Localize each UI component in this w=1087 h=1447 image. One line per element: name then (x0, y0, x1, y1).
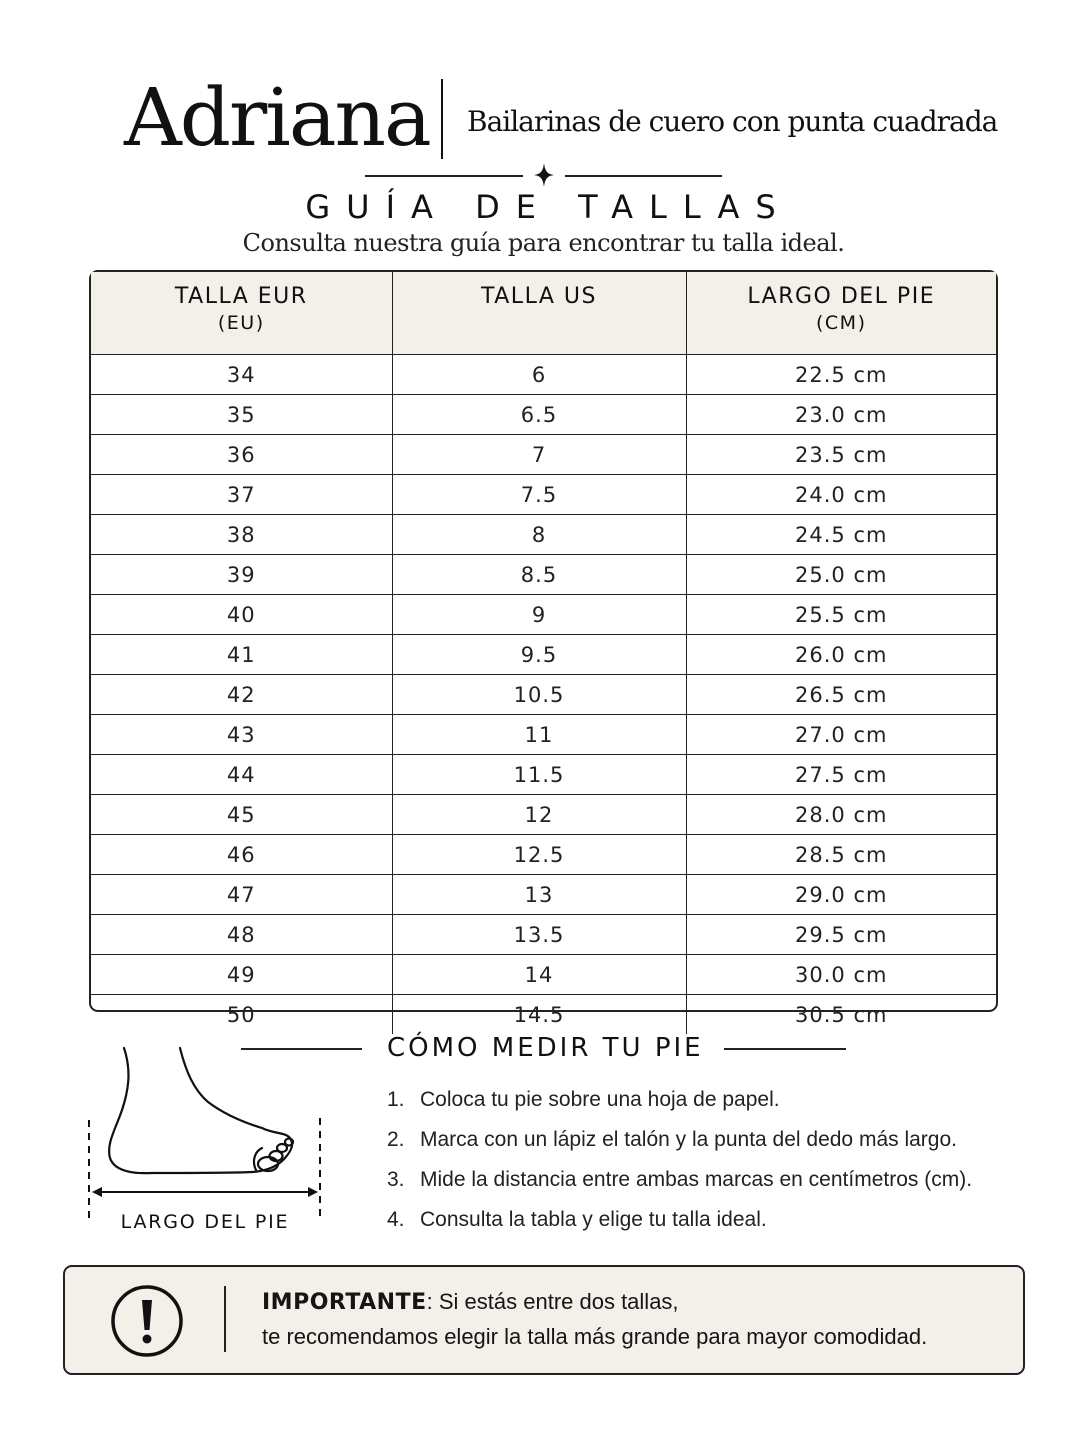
important-line-1: : Si estás entre dos tallas, (426, 1289, 679, 1314)
table-cell: 28.0 cm (686, 795, 996, 835)
measure-line-left (241, 1048, 362, 1050)
table-cell: 36 (91, 435, 392, 475)
table-row (91, 995, 996, 1035)
column-header (392, 272, 686, 355)
important-divider (224, 1286, 226, 1352)
column-header-label: TALLA EUR (174, 284, 308, 309)
column-header-label: TALLA US (481, 284, 597, 309)
table-cell: 25.5 cm (686, 595, 996, 635)
table-cell: 11 (392, 715, 686, 755)
ornament-line-left (365, 175, 523, 177)
table-cell: 25.0 cm (686, 555, 996, 595)
table-cell: 14.5 (392, 995, 686, 1035)
table-cell: 35 (91, 395, 392, 435)
table-cell: 8.5 (392, 555, 686, 595)
measure-step (387, 1080, 1067, 1120)
table-cell: 39 (91, 555, 392, 595)
table-cell: 24.5 cm (686, 515, 996, 555)
table-cell: 42 (91, 675, 392, 715)
column-header (91, 272, 392, 355)
table-row (91, 515, 996, 555)
table-row (91, 475, 996, 515)
table-cell: 26.0 cm (686, 635, 996, 675)
table-body (91, 355, 996, 1035)
table-cell: 38 (91, 515, 392, 555)
table-row (91, 675, 996, 715)
table-row (91, 355, 996, 395)
table-cell: 22.5 cm (686, 355, 996, 395)
table-cell: 11.5 (392, 755, 686, 795)
table-row (91, 395, 996, 435)
table-cell: 45 (91, 795, 392, 835)
table-cell: 29.0 cm (686, 875, 996, 915)
step-text: Marca con un lápiz el talón y la punta del dedo más largo. (420, 1128, 957, 1151)
sparkle-icon (532, 161, 556, 189)
measure-title: CÓMO MEDIR TU PIE (387, 1033, 704, 1063)
step-text: Coloca tu pie sobre una hoja de papel. (420, 1088, 780, 1111)
table-row (91, 875, 996, 915)
table-cell: 13.5 (392, 915, 686, 955)
table-cell: 30.0 cm (686, 955, 996, 995)
step-number: 4. (387, 1208, 405, 1231)
brand-name: Adriana (124, 71, 430, 164)
column-header-label: LARGO DEL PIE (747, 284, 936, 309)
table-row (91, 555, 996, 595)
table-cell: 46 (91, 835, 392, 875)
table-cell: 12 (392, 795, 686, 835)
table-cell: 7 (392, 435, 686, 475)
table-cell: 29.5 cm (686, 915, 996, 955)
table-cell: 34 (91, 355, 392, 395)
table-cell: 13 (392, 875, 686, 915)
size-guide-subtitle: Consulta nuestra guía para encontrar tu talla ideal. (242, 229, 845, 257)
table-cell: 41 (91, 635, 392, 675)
important-label: IMPORTANTE (262, 1290, 427, 1315)
step-text: Mide la distancia entre ambas marcas en centímetros (cm). (420, 1168, 973, 1191)
table-cell: 48 (91, 915, 392, 955)
step-number: 3. (387, 1168, 405, 1191)
table-cell: 23.0 cm (686, 395, 996, 435)
table-cell: 47 (91, 875, 392, 915)
table-cell: 24.0 cm (686, 475, 996, 515)
table-cell: 7.5 (392, 475, 686, 515)
table-cell: 43 (91, 715, 392, 755)
step-text: Consulta la tabla y elige tu talla ideal. (420, 1208, 767, 1231)
table-row (91, 635, 996, 675)
table-header-row (91, 272, 996, 355)
table-row (91, 435, 996, 475)
foot-length-label: LARGO DEL PIE (120, 1211, 290, 1233)
measure-line-right (724, 1048, 846, 1050)
table-cell: 9.5 (392, 635, 686, 675)
column-header-unit: (EU) (217, 312, 265, 334)
table-cell: 30.5 cm (686, 995, 996, 1035)
measure-steps (387, 1080, 1067, 1240)
table-cell: 40 (91, 595, 392, 635)
step-number: 2. (387, 1128, 405, 1151)
table-row (91, 755, 996, 795)
ornament-line-right (565, 175, 722, 177)
table-cell: 27.5 cm (686, 755, 996, 795)
table-cell: 26.5 cm (686, 675, 996, 715)
table-cell: 9 (392, 595, 686, 635)
table-cell: 44 (91, 755, 392, 795)
column-header (686, 272, 996, 355)
table-cell: 14 (392, 955, 686, 995)
table-cell: 50 (91, 995, 392, 1035)
table-cell: 37 (91, 475, 392, 515)
table-cell: 27.0 cm (686, 715, 996, 755)
table-row (91, 595, 996, 635)
table-cell: 6 (392, 355, 686, 395)
table-cell: 23.5 cm (686, 435, 996, 475)
size-table (89, 270, 998, 1027)
table-row (91, 955, 996, 995)
important-line-2: te recomendamos elegir la talla más grande para mayor comodidad. (262, 1324, 928, 1349)
table-row (91, 915, 996, 955)
table-cell: 10.5 (392, 675, 686, 715)
table-cell: 8 (392, 515, 686, 555)
measure-step (387, 1160, 1067, 1200)
table-cell: 6.5 (392, 395, 686, 435)
table-row (91, 715, 996, 755)
table-cell: 49 (91, 955, 392, 995)
size-guide-title: GUÍA DE TALLAS (305, 188, 792, 226)
exclamation-circle-icon (110, 1284, 184, 1358)
important-text (262, 1285, 927, 1354)
product-subtitle: Bailarinas de cuero con punta cuadrada (467, 105, 998, 138)
table-row (91, 835, 996, 875)
table-cell: 28.5 cm (686, 835, 996, 875)
table-row (91, 795, 996, 835)
column-header-unit: (CM) (816, 312, 867, 334)
measure-step (387, 1120, 1067, 1160)
step-number: 1. (387, 1088, 405, 1111)
table-cell: 12.5 (392, 835, 686, 875)
header-divider (441, 79, 443, 159)
measure-step (387, 1200, 1067, 1240)
